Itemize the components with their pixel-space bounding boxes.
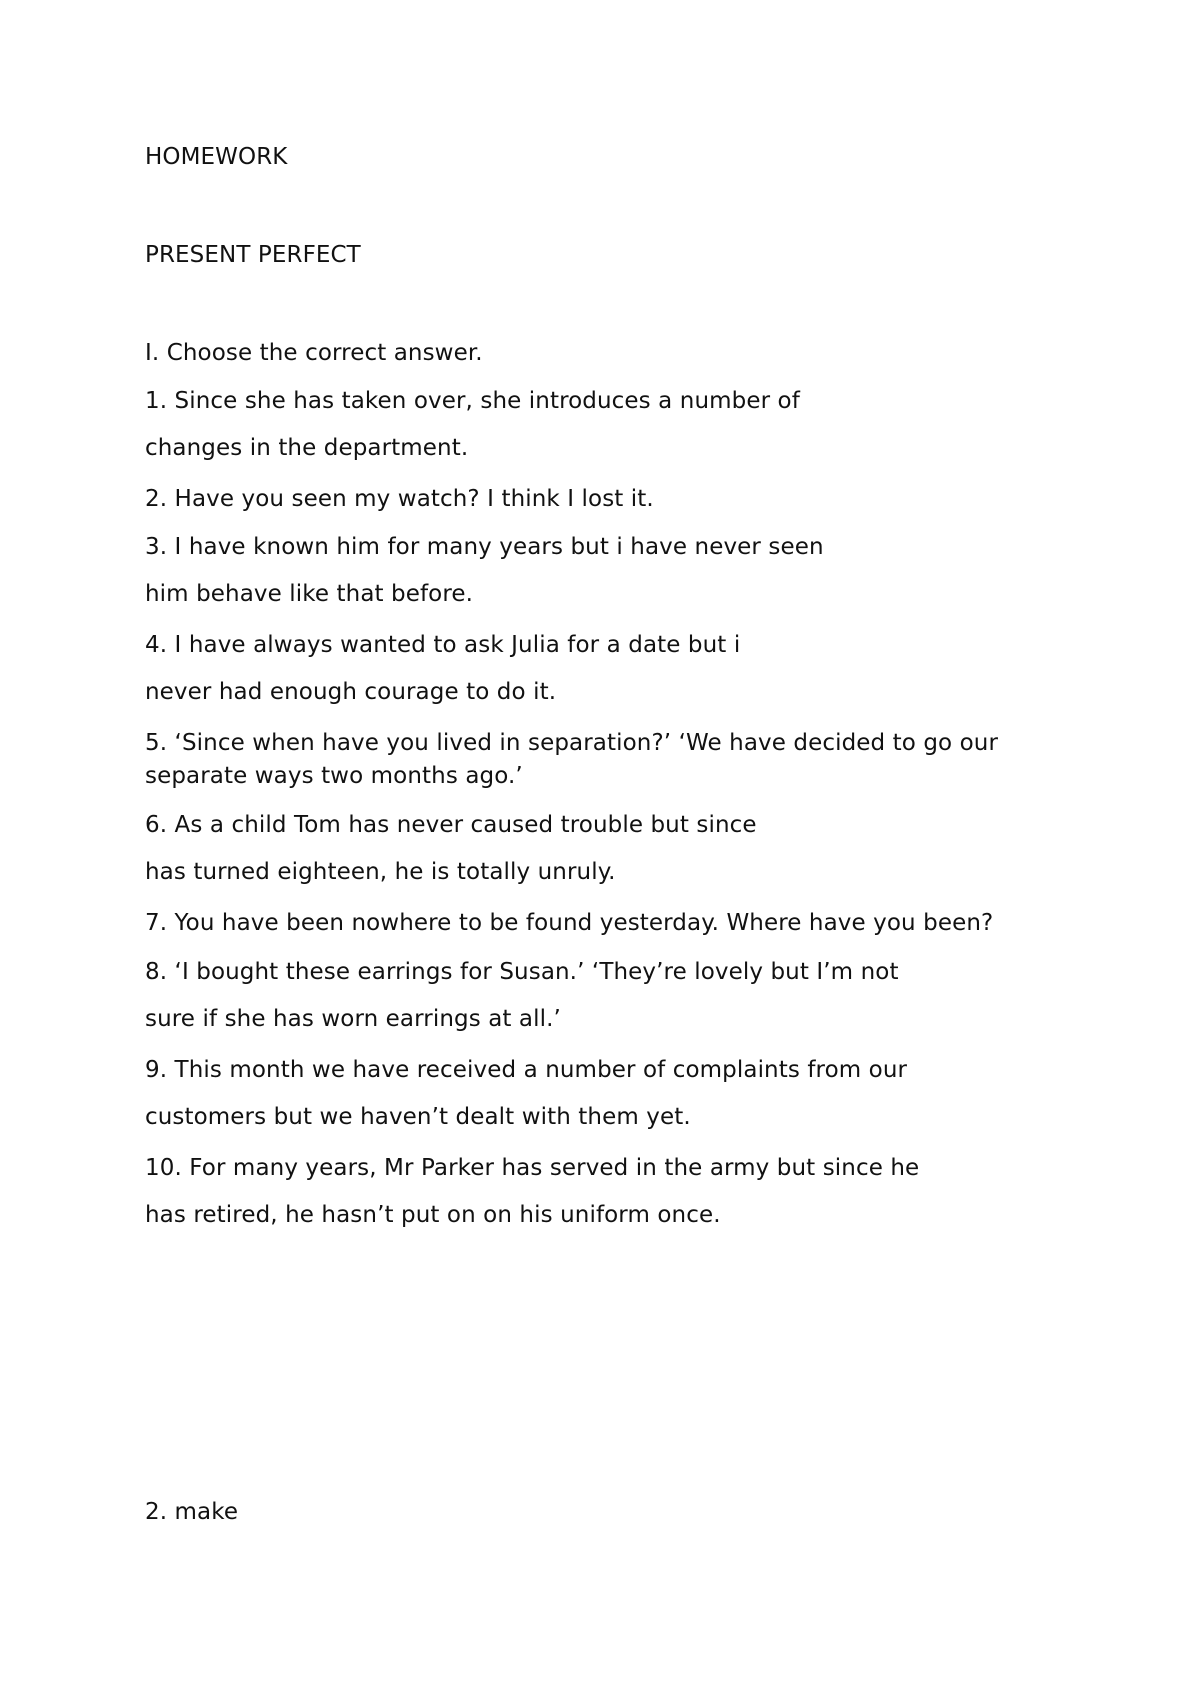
item-9-line-1: 9. This month we have received a number of complaints from our (145, 1057, 908, 1083)
exercise-item-8 (145, 957, 1145, 1034)
item-2-line-1: 2. Have you seen my watch? I think I lost it. (145, 486, 654, 512)
exercise-item-3 (145, 532, 1145, 609)
exercise-item-6 (145, 810, 1145, 887)
exercise-item-5 (145, 728, 1145, 791)
exercise-item-4 (145, 630, 1145, 707)
item-5-line-2: separate ways two months ago.’ (145, 763, 523, 789)
document-title: HOMEWORK (145, 144, 288, 170)
item-1-line-1: 1. Since she has taken over, she introduces a number of (145, 388, 800, 414)
item-3-line-2: him behave like that before. (145, 581, 474, 607)
exercise-item-2 (145, 484, 1145, 514)
item-10-line-1: 10. For many years, Mr Parker has served in the army but since he (145, 1155, 920, 1181)
item-5-line-1: 5. ‘Since when have you lived in separation?’ ‘We have decided to go our (145, 730, 999, 756)
item-1-line-2: changes in the department. (145, 435, 469, 461)
exercise-instruction: I. Choose the correct answer. (145, 340, 483, 366)
exercise-item-7 (145, 908, 1145, 938)
item-3-line-1: 3. I have known him for many years but i have never seen (145, 534, 824, 560)
item-7-line-1: 7. You have been nowhere to be found yesterday. Where have you been? (145, 910, 994, 936)
item-8-line-2: sure if she has worn earrings at all.’ (145, 1006, 561, 1032)
item-8-line-1: 8. ‘I bought these earrings for Susan.’ ‘They’re lovely but I’m not (145, 959, 899, 985)
exercise-item-10 (145, 1153, 1145, 1230)
item-4-line-2: never had enough courage to do it. (145, 679, 557, 705)
footer-note: 2. make (145, 1499, 239, 1525)
item-10-line-2: has retired, he hasn’t put on on his uniform once. (145, 1202, 721, 1228)
exercise-item-9 (145, 1055, 1145, 1132)
document-subtitle: PRESENT PERFECT (145, 242, 361, 268)
item-9-line-2: customers but we haven’t dealt with them yet. (145, 1104, 691, 1130)
exercise-item-1 (145, 386, 1145, 463)
item-6-line-1: 6. As a child Tom has never caused trouble but since (145, 812, 757, 838)
item-6-line-2: has turned eighteen, he is totally unruly. (145, 859, 616, 885)
item-4-line-1: 4. I have always wanted to ask Julia for a date but i (145, 632, 741, 658)
